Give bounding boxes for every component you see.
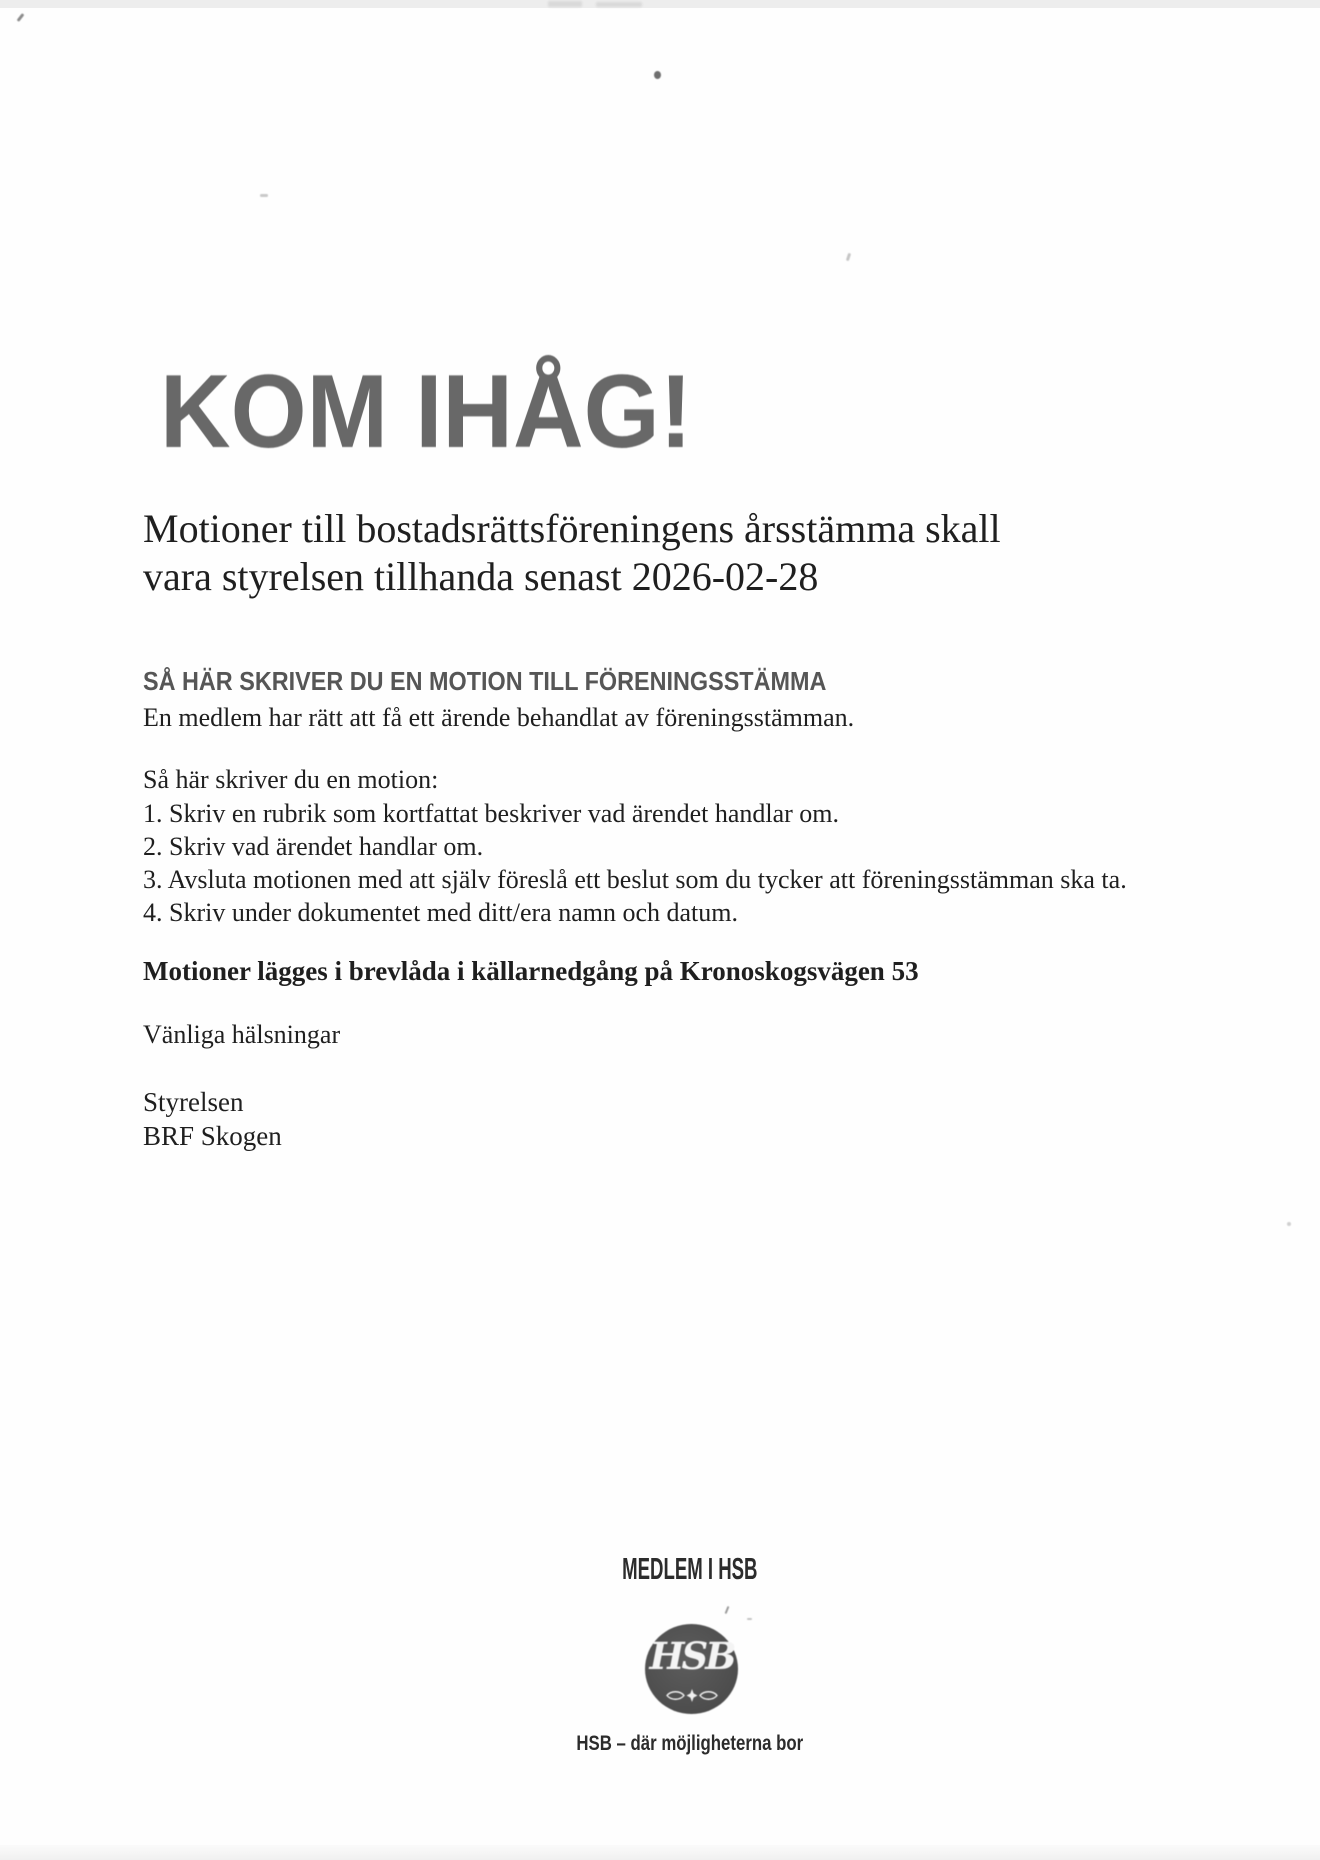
scan-speck xyxy=(260,194,268,197)
scan-speck xyxy=(17,13,25,22)
motion-step: 2. Skriv vad ärendet handlar om. xyxy=(143,832,484,861)
member-label-row xyxy=(60,1553,1320,1584)
member-label: MEDLEM I HSB xyxy=(622,1551,758,1586)
scan-speck xyxy=(846,253,851,262)
scan-speck xyxy=(725,1606,730,1614)
mailbox-note: Motioner lägges i brevlåda i källarnedgång på Kronoskogsvägen 53 xyxy=(143,956,919,986)
scan-smudge xyxy=(548,1,582,7)
signature-styrelsen: Styrelsen xyxy=(143,1087,244,1117)
scan-dot xyxy=(654,71,661,79)
lead-paragraph xyxy=(143,505,1001,601)
signature-brf-skogen: BRF Skogen xyxy=(143,1121,282,1151)
motion-step: 3. Avsluta motionen med att själv föreslå ett beslut som du tycker att föreningsstämman ska ta. xyxy=(143,865,1127,894)
hsb-logo-text: HSB xyxy=(649,1634,734,1678)
scan-speck xyxy=(1287,1222,1291,1226)
scan-edge-top xyxy=(0,0,1320,8)
hsb-logo-ornament-icon xyxy=(663,1688,721,1703)
scan-edge-bottom xyxy=(0,1845,1320,1860)
lead-line-2: vara styrelsen tillhanda senast 2026-02-28 xyxy=(143,554,819,599)
section-intro: En medlem har rätt att få ett ärende behandlat av föreningsstämman. xyxy=(143,703,855,732)
hsb-tagline-row xyxy=(60,1731,1320,1757)
motion-step: 1. Skriv en rubrik som kortfattat beskriver vad ärendet handlar om. xyxy=(143,799,840,828)
signature-block xyxy=(143,1085,282,1153)
closing-greeting: Vänliga hälsningar xyxy=(143,1020,341,1049)
hsb-tagline: HSB – där möjligheterna bor xyxy=(576,1732,804,1755)
list-intro: Så här skriver du en motion: xyxy=(143,765,439,794)
lead-line-1: Motioner till bostadsrättsföreningens årsstämma skall xyxy=(143,506,1001,551)
hsb-logo-seal-icon xyxy=(645,1624,738,1714)
motion-step: 4. Skriv under dokumentet med ditt/era namn och datum. xyxy=(143,898,738,927)
scan-smudge xyxy=(596,2,642,7)
scan-speck xyxy=(747,1618,752,1620)
motion-steps-list xyxy=(143,797,1127,929)
section-heading: SÅ HÄR SKRIVER DU EN MOTION TILL FÖRENINGSSTÄMMA xyxy=(143,666,827,696)
page-title: KOM IHÅG! xyxy=(160,354,693,470)
